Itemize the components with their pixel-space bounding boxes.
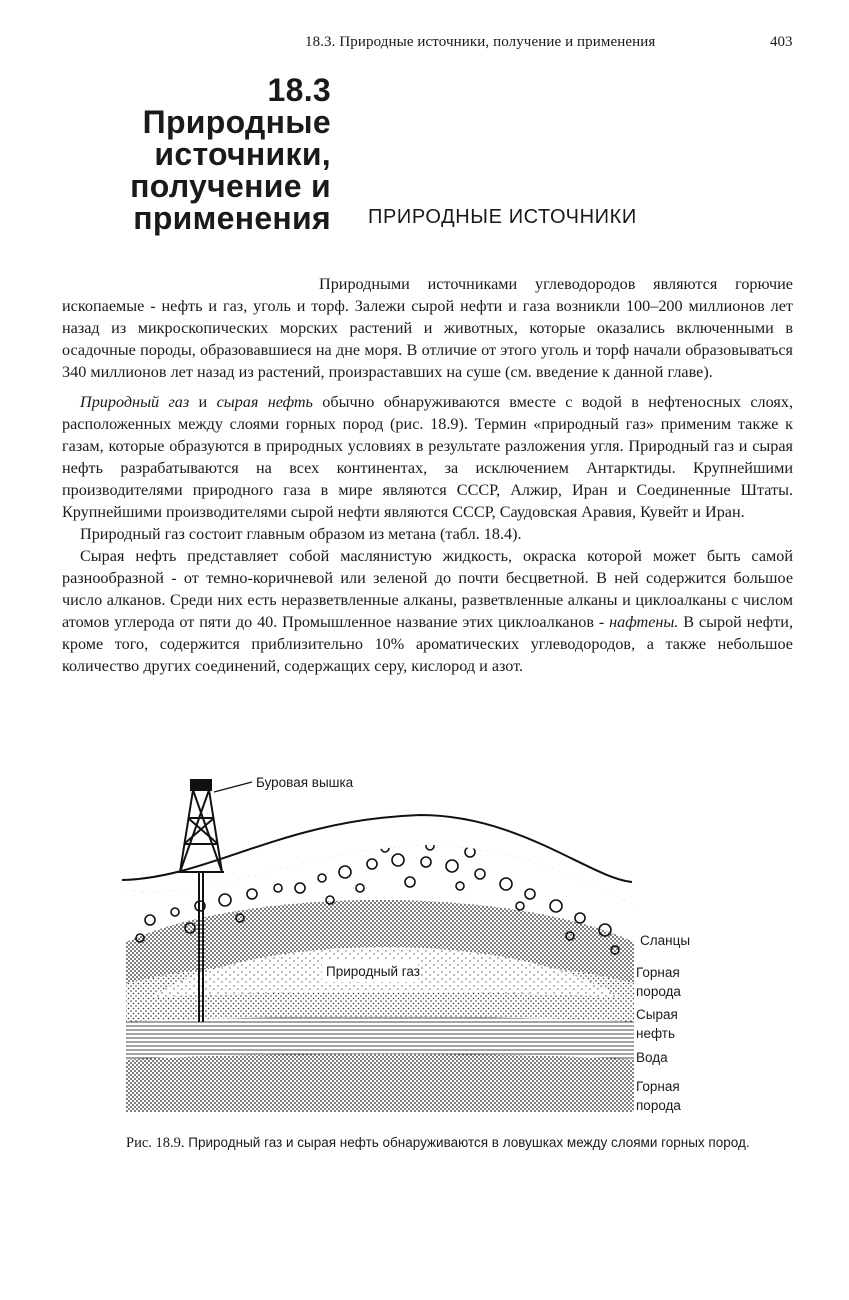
label-shale: Сланцы bbox=[640, 933, 691, 948]
label-rock-1b: порода bbox=[636, 984, 681, 999]
label-oil-a: Сырая bbox=[636, 1007, 678, 1022]
subheading: ПРИРОДНЫЕ ИСТОЧНИКИ bbox=[368, 206, 637, 228]
section-title-line-2: источники, bbox=[154, 136, 331, 172]
label-water: Вода bbox=[636, 1050, 668, 1065]
label-natural-gas: Природный газ bbox=[326, 964, 420, 979]
section-title-line-1: Природные bbox=[142, 104, 331, 140]
page-number: 403 bbox=[770, 34, 793, 50]
term-naphthenes: нафтены. bbox=[609, 613, 679, 631]
label-derrick: Буровая вышка bbox=[256, 775, 354, 790]
label-rock-1a: Горная bbox=[636, 965, 680, 980]
section-number: 18.3 bbox=[267, 72, 331, 108]
paragraph-4 bbox=[62, 545, 793, 677]
caption-text: Природный газ и сырая нефть обнаруживаются в ловушках между слоями горных пород. bbox=[184, 1135, 750, 1150]
paragraph-2-and: и bbox=[189, 393, 217, 411]
label-oil-b: нефть bbox=[636, 1026, 675, 1041]
derrick-leader-line bbox=[214, 782, 252, 792]
paragraph-2 bbox=[62, 391, 793, 523]
figure-caption bbox=[126, 1133, 794, 1153]
term-natural-gas: Природный газ bbox=[80, 393, 190, 411]
running-title: 18.3. Природные источники, получение и применения bbox=[305, 34, 656, 50]
section-title-line-3: получение и bbox=[130, 168, 331, 204]
term-crude-oil: сырая нефть bbox=[216, 393, 313, 411]
label-rock-2b: порода bbox=[636, 1098, 681, 1113]
paragraph-1: Природными источниками углеводородов являются горючие ископаемые - нефть и газ, уголь и торф. Залежи сырой нефти и газа возникли 100–200 миллионов лет назад из микроскопических морских растений и животных, которые оказались включенными в осадочные породы, образовавшиеся на дне моря. В отличие от этого уголь и торф начали образовываться 340 миллионов лет назад из растений, произраставших на суше (см. введение к данной главе). bbox=[62, 275, 793, 381]
label-rock-2a: Горная bbox=[636, 1079, 680, 1094]
caption-prefix: Рис. 18.9. bbox=[126, 1135, 185, 1151]
paragraph-3: Природный газ состоит главным образом из метана (табл. 18.4). bbox=[80, 525, 522, 543]
section-title-line-4: применения bbox=[133, 200, 331, 236]
paragraph-4-start: Сырая нефть представляет собой маслянистую жидкость, окраска которой может быть самой разнообразной - от темно-коричневой или зеленой до почти бесцветной. В ней содержится большое число алканов. Среди них есть неразветвленные алканы, разветвленные алканы и циклоалканы с числом атомов углерода от пяти до 40. Промышленное название этих циклоалканов - bbox=[62, 547, 793, 631]
figure-oil-gas-trap bbox=[0, 760, 849, 1120]
water-layer bbox=[120, 1017, 640, 1060]
body-text bbox=[62, 273, 793, 677]
paragraph-4-end: В сырой нефти, кроме того, содержится приблизительно 10% ароматических углеводородов, а также небольшое количество других соединений, содержащих серу, кислород и азот. bbox=[62, 613, 794, 675]
paragraph-2-rest: обычно обнаруживаются вместе с водой в нефтеносных слоях, расположенных между слоями горных пород (рис. 18.9). Термин «природный газ» применим также к газам, которые образуются в природных условиях в результате разложения угля. Природный газ и сырая нефть разрабатываются на всех континентах, за исключением Антарктиды. Крупнейшими производителями природного газа в мире являются СССР, Алжир, Иран и Соединенные Штаты. Крупнейшими производителями сырой нефти являются СССР, Саудовская Аравия, Кувейт и Иран. bbox=[62, 393, 793, 521]
